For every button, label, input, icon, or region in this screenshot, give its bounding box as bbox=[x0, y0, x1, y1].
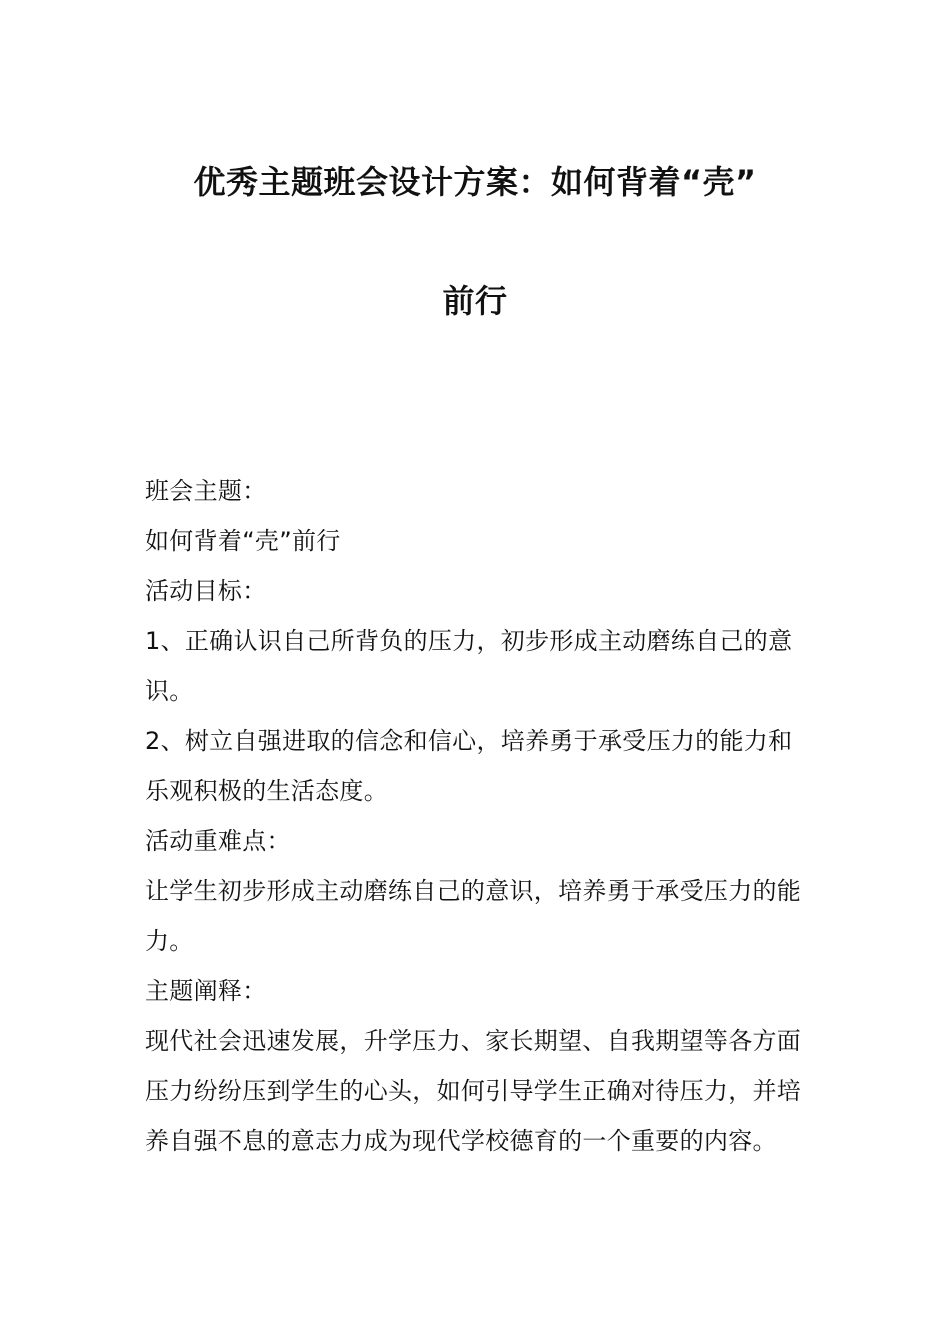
section-heading-explanation: 主题阐释： bbox=[145, 977, 267, 1005]
goal-item-2: 2、树立自强进取的信念和信心，培养勇于承受压力的能力和乐观积极的生活态度。 bbox=[145, 727, 793, 805]
theme-text: 如何背着“壳”前行 bbox=[145, 527, 341, 555]
section-heading-theme: 班会主题： bbox=[145, 477, 267, 505]
section-heading-key-points: 活动重难点： bbox=[145, 827, 291, 855]
document-body bbox=[145, 466, 810, 1166]
document-title-line-2: 前行 bbox=[442, 282, 508, 320]
document-title-line-1: 优秀主题班会设计方案：如何背着“壳” bbox=[193, 163, 757, 201]
section-heading-goals: 活动目标： bbox=[145, 577, 267, 605]
key-points-text: 让学生初步形成主动磨练自己的意识，培养勇于承受压力的能力。 bbox=[145, 877, 802, 955]
goal-item-1: 1、正确认识自己所背负的压力，初步形成主动磨练自己的意识。 bbox=[145, 627, 793, 705]
explanation-text: 现代社会迅速发展，升学压力、家长期望、自我期望等各方面压力纷纷压到学生的心头，如何引导学生正确对待压力，并培养自强不息的意志力成为现代学校德育的一个重要的内容。 bbox=[145, 1027, 802, 1155]
